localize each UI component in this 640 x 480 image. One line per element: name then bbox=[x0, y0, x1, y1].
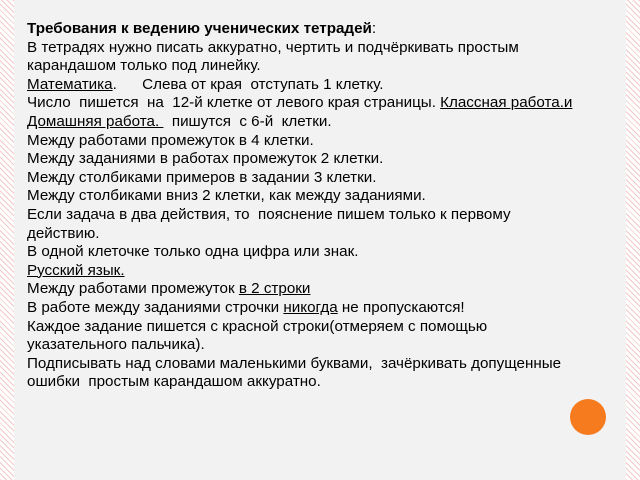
never-emphasis: никогда bbox=[283, 298, 338, 316]
text-line-15 bbox=[27, 299, 617, 318]
russian-heading-line bbox=[27, 262, 617, 281]
text-line-11: действию. bbox=[27, 224, 100, 242]
date-rule-line bbox=[27, 94, 617, 113]
text-line-8: Между столбиками примеров в задании 3 клетки. bbox=[27, 168, 377, 186]
home-work-label: Домашняя работа. bbox=[27, 112, 164, 130]
text-line-14 bbox=[27, 280, 617, 299]
text-line-15-a: В работе между заданиями строчки bbox=[27, 298, 284, 316]
left-decorative-border bbox=[0, 0, 14, 480]
text-line-10: Если задача в два действия, то пояснение пишем только к первому bbox=[27, 205, 511, 223]
text-line-16: Каждое задание пишется с красной строки(отмеряем с помощью bbox=[27, 317, 488, 335]
text-line-1: В тетрадях нужно писать аккуратно, чертить и подчёркивать простым bbox=[27, 38, 519, 56]
text-line-9: Между столбиками вниз 2 клетки, как между заданиями. bbox=[27, 187, 426, 205]
date-rule-text: Число пишется на 12-й клетке от левого края страницы. bbox=[27, 94, 441, 112]
math-indent-rule: . Слева от края отступать 1 клетку. bbox=[112, 75, 384, 93]
orange-circle-decoration bbox=[570, 399, 606, 435]
slide-title bbox=[27, 20, 617, 39]
title-text: Требования к ведению ученических тетрадей bbox=[27, 20, 372, 37]
russian-heading: Русский язык. bbox=[27, 261, 125, 279]
home-work-rule: пишутся с 6-й клетки. bbox=[163, 112, 332, 130]
text-line-19: ошибки простым карандашом аккуратно. bbox=[27, 373, 321, 391]
text-line-15-b: не пропускаются! bbox=[337, 298, 465, 316]
slide-text-body bbox=[27, 20, 617, 392]
text-line-18: Подписывать над словами маленькими буквами, зачёркивать допущенные bbox=[27, 354, 562, 372]
text-line-14-a: Между работами промежуток bbox=[27, 280, 239, 298]
math-section-line bbox=[27, 76, 617, 95]
math-heading: Математика bbox=[27, 75, 113, 93]
class-work-label: Классная работа.и bbox=[440, 94, 573, 112]
text-line-2: карандашом только под линейку. bbox=[27, 57, 261, 75]
right-decorative-border bbox=[626, 0, 640, 480]
text-line-7: Между заданиями в работах промежуток 2 клетки. bbox=[27, 150, 384, 168]
text-line-6: Между работами промежуток в 4 клетки. bbox=[27, 131, 314, 149]
text-line-12: В одной клеточке только одна цифра или знак. bbox=[27, 243, 359, 261]
two-lines-emphasis: в 2 строки bbox=[238, 280, 311, 298]
title-colon: : bbox=[371, 20, 377, 37]
text-line-17: указательного пальчика). bbox=[27, 336, 205, 354]
home-work-line bbox=[27, 113, 617, 132]
